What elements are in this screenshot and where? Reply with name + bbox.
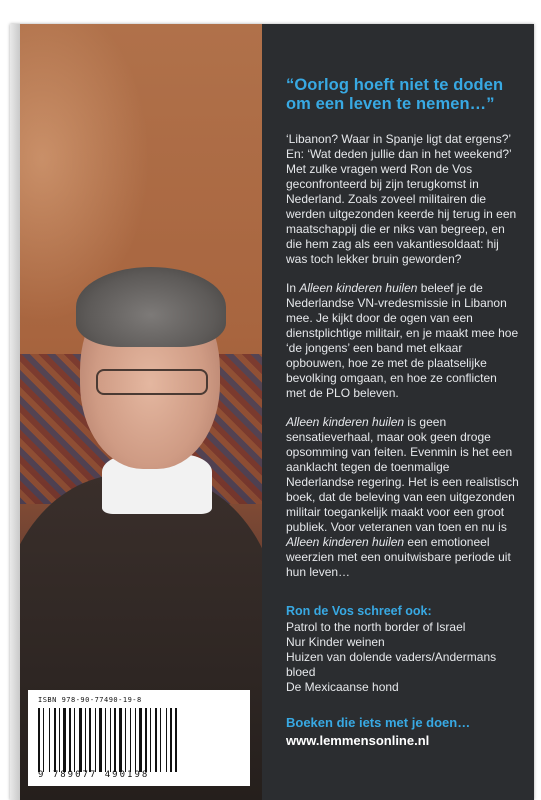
blurb-panel [262, 24, 534, 800]
barcode-bar [72, 708, 73, 772]
barcode-bar [107, 708, 109, 772]
barcode-bar [83, 708, 84, 772]
other-book-item: Nur Kinder weinen [286, 635, 385, 649]
barcode-bar [117, 708, 118, 772]
book-title: Alleen kinderen huilen [286, 535, 405, 549]
barcode-bar [59, 708, 60, 772]
barcode-bar [103, 708, 104, 772]
barcode-bar [150, 708, 151, 772]
barcode-bar [54, 708, 56, 772]
isbn-barcode [28, 690, 250, 786]
book-title: Alleen kinderen huilen [299, 281, 418, 295]
barcode-bar [97, 708, 98, 772]
barcode-bar [43, 708, 44, 772]
barcode-bar [79, 708, 82, 772]
barcode-bar [76, 708, 78, 772]
other-books-list [286, 620, 520, 695]
barcode-bar [95, 708, 96, 772]
barcode-bar [155, 708, 157, 772]
barcode-bar [173, 708, 174, 772]
barcode-bar [160, 708, 161, 772]
barcode-bar [49, 708, 50, 772]
barcode-bar [168, 708, 169, 772]
book-back-cover [10, 24, 534, 800]
barcode-bar [162, 708, 165, 772]
barcode-bar [61, 708, 62, 772]
barcode-bar [74, 708, 75, 772]
barcode-bar [135, 708, 136, 772]
barcode-bar [175, 708, 177, 772]
also-written-heading: Ron de Vos schreef ook: [286, 604, 432, 618]
barcode-bar [51, 708, 53, 772]
book-title: Alleen kinderen huilen [286, 415, 405, 429]
barcode-bar [145, 708, 147, 772]
blurb-paragraph-1: ‘Libanon? Waar in Spanje ligt dat ergens?’ En: ‘Wat deden jullie dan in het weekend?’ Met zulke vragen werd Ron de Vos geconfronteerd bij zijn terugkomst in Nederland. Zoals zoveel militairen die werden uitgezonden keerde hij terug in een maatschappij die er niks van begreep, en die hem zag als een vakantiesoldaat: hij was toch lekker bruin geworden? [286, 132, 517, 266]
barcode-bar [85, 708, 86, 772]
publisher-slogan: Boeken die iets met je doen… [286, 715, 471, 730]
barcode-bar [105, 708, 106, 772]
barcode-bar [123, 708, 124, 772]
isbn-text: ISBN 978-90-77490-19-8 [38, 696, 142, 704]
other-book-item: Huizen van dolende vaders/Andermans bloed [286, 650, 497, 679]
barcode-bar [45, 708, 48, 772]
barcode-bar [92, 708, 94, 772]
barcode-bar [67, 708, 68, 772]
barcode-bar [139, 708, 142, 772]
barcode-bar [38, 708, 40, 772]
barcode-bar [125, 708, 126, 772]
barcode-bar [63, 708, 66, 772]
publisher-url: www.lemmensonline.nl [286, 733, 430, 748]
barcode-digits: 9 789077 490198 [38, 770, 150, 780]
barcode-bar [158, 708, 159, 772]
barcode-bar [166, 708, 167, 772]
barcode-bar [152, 708, 154, 772]
barcode-bar [143, 708, 144, 772]
barcode-bar [119, 708, 122, 772]
other-book-item: De Mexicaanse hond [286, 680, 399, 694]
barcode-bar [170, 708, 172, 772]
blurb-paragraph-2: In Alleen kinderen huilen beleef je de Nederlandse VN-vredesmissie in Libanon mee. Je kijkt door de ogen van een dienstplichtige militair, en je maakt mee hoe ‘de jongens’ een band met elkaar opbouwen, hoe ze met de plaatselijke bevolking omgaan, en hoe ze conflicten met de PLO beleven. [286, 281, 519, 400]
author-photo [10, 24, 262, 800]
barcode-bar [99, 708, 102, 772]
barcode-bar [87, 708, 88, 772]
barcode-bar [112, 708, 113, 772]
barcode-bar [127, 708, 129, 772]
barcode-bar [57, 708, 58, 772]
barcode-bar [110, 708, 111, 772]
barcode-bar [41, 708, 42, 772]
barcode-bar [89, 708, 91, 772]
barcode-bar [114, 708, 116, 772]
barcode-bar [69, 708, 71, 772]
blurb-paragraph-3: Alleen kinderen huilen is geen sensatieverhaal, maar ook geen droge opsomming van feiten. Evenmin is het een aanklacht tegen de toenmalige Nederlandse regering. Het is een realistisch boek, dat de beleving van een uitgezonden militair toegankelijk maakt voor een groot publiek. Voor veteranen van toen en nu is Alleen kinderen huilen een emotioneel weerzien met een onuitwisbare periode uit hun leven… [286, 415, 519, 579]
barcode-bar [130, 708, 131, 772]
barcode-bar [148, 708, 149, 772]
barcode-bar [137, 708, 138, 772]
headline-quote: “Oorlog hoeft niet te doden om een leven te nemen…” [286, 76, 504, 113]
other-book-item: Patrol to the north border of Israel [286, 620, 466, 634]
barcode-bar [132, 708, 134, 772]
barcode-bars [38, 708, 240, 772]
